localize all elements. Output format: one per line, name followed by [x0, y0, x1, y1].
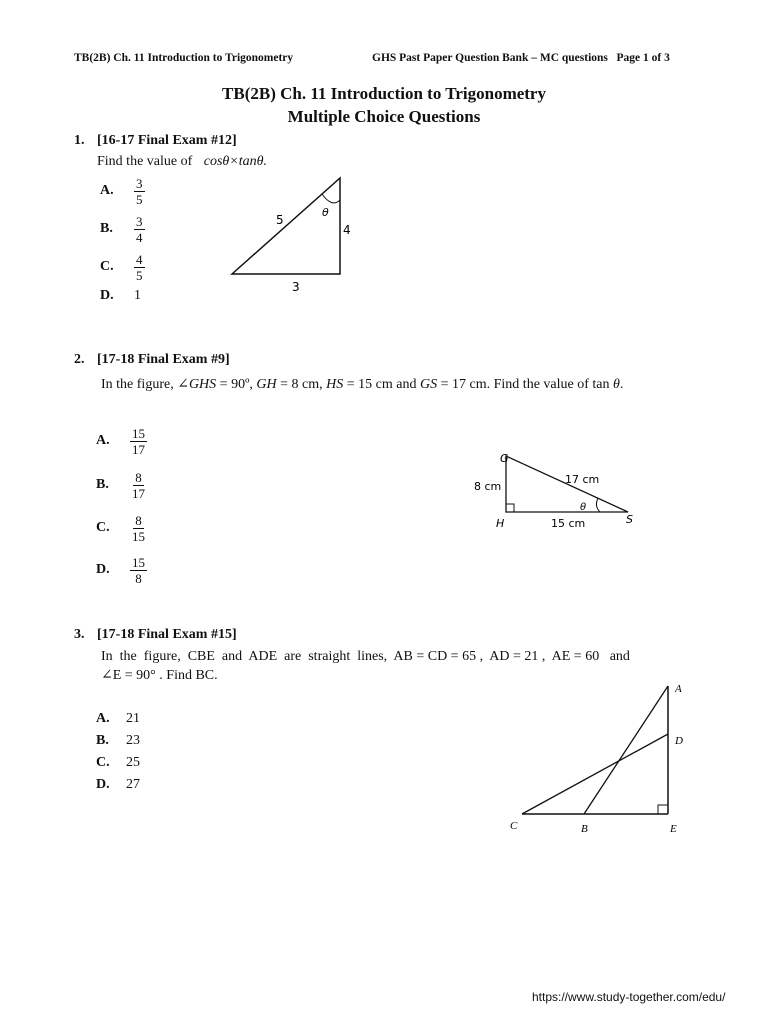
- option-label: B.: [96, 733, 109, 748]
- header-left: TB(2B) Ch. 11 Introduction to Trigonometry: [74, 52, 294, 64]
- q1-option-a[interactable]: [100, 172, 145, 210]
- angle-label: θ: [580, 502, 587, 513]
- angle-arc: [322, 194, 340, 203]
- option-label: C.: [100, 259, 114, 274]
- text-run: = 15 cm and: [343, 377, 420, 392]
- q1-expression: cosθ×tanθ.: [203, 154, 268, 169]
- denominator: 5: [136, 191, 143, 207]
- q1-options: [100, 172, 145, 306]
- option-value: 23: [126, 733, 140, 748]
- segment-hs: HS: [326, 377, 344, 392]
- numerator: 15: [132, 554, 145, 570]
- option-value: 21: [126, 711, 140, 726]
- option-label: C.: [96, 755, 110, 770]
- header-right: GHS Past Paper Question Bank – MC questions Page 1 of 3: [372, 52, 670, 64]
- q3-option-b[interactable]: [96, 730, 140, 752]
- fraction: [130, 513, 147, 544]
- side-gh-label: 8 cm: [474, 480, 502, 493]
- point-a-label: A: [675, 683, 682, 695]
- text-run: .: [619, 377, 624, 392]
- q2-option-d[interactable]: [96, 549, 147, 591]
- q1-prompt: Find the value of: [97, 154, 193, 169]
- point-b-label: B: [581, 823, 588, 835]
- q2-options: [96, 419, 147, 591]
- q1-source: [16-17 Final Exam #12]: [97, 133, 237, 148]
- vertex-s-label: S: [626, 513, 633, 526]
- page-title: TB(2B) Ch. 11 Introduction to Trigonometry: [222, 84, 546, 103]
- text-run: = 8 cm,: [276, 377, 327, 392]
- point-d-label: D: [675, 735, 683, 747]
- fraction: [134, 252, 145, 283]
- numerator: 3: [136, 213, 143, 229]
- q1-option-d[interactable]: [100, 286, 145, 306]
- angle-arc: [596, 498, 600, 512]
- fraction: [134, 214, 145, 245]
- footer-url[interactable]: https://www.study-together.com/edu/: [532, 990, 726, 1004]
- option-value: 25: [126, 755, 140, 770]
- fraction: [134, 176, 145, 207]
- q3-text-line2: ∠E = 90° . Find BC.: [101, 668, 218, 683]
- q1-option-b[interactable]: [100, 210, 145, 248]
- fraction: [130, 470, 147, 501]
- option-label: B.: [100, 221, 113, 236]
- fraction: [130, 426, 147, 457]
- point-c-label: C: [510, 820, 518, 832]
- angle-name: GHS: [188, 377, 217, 392]
- numerator: 8: [135, 469, 142, 485]
- option-label: A.: [96, 711, 110, 726]
- right-angle-mark: [658, 805, 668, 814]
- angle-label: θ: [322, 206, 329, 219]
- denominator: 15: [132, 528, 145, 544]
- text-run: = 17 cm. Find the value of tan: [437, 377, 613, 392]
- fraction: [130, 555, 147, 586]
- hyp-label: 5: [276, 213, 284, 227]
- option-label: B.: [96, 477, 109, 492]
- q2-number: 2.: [74, 352, 85, 367]
- q1-option-c[interactable]: [100, 248, 145, 286]
- denominator: 4: [136, 229, 143, 245]
- option-value: 1: [134, 288, 141, 303]
- q2-option-c[interactable]: [96, 507, 147, 549]
- theta-symbol: θ: [613, 377, 620, 392]
- segment-gs: GS: [420, 377, 438, 392]
- numerator: 15: [132, 425, 145, 441]
- option-value: 27: [126, 777, 140, 792]
- q1-number: 1.: [74, 133, 85, 148]
- q3-geometry-figure: [500, 678, 700, 838]
- segment-gh: GH: [256, 377, 277, 392]
- option-label: C.: [96, 520, 110, 535]
- option-label: A.: [100, 183, 114, 198]
- point-e-label: E: [670, 823, 677, 835]
- right-angle-mark: [506, 504, 514, 512]
- option-label: D.: [96, 777, 110, 792]
- triangle: [232, 178, 340, 274]
- denominator: 17: [132, 441, 145, 457]
- q3-option-d[interactable]: [96, 774, 140, 796]
- q3-text-line1: In the figure, CBE and ADE are straight lines, AB = CD = 65 , AD = 21 , AE = 60 and: [101, 649, 630, 664]
- q3-number: 3.: [74, 627, 85, 642]
- segment-ab: [584, 686, 668, 814]
- option-label: D.: [96, 562, 110, 577]
- q2-text: [101, 376, 623, 393]
- q3-option-a[interactable]: [96, 708, 140, 730]
- q1-text: [97, 154, 267, 170]
- side-gs-label: 17 cm: [565, 473, 600, 486]
- vert-label: 4: [343, 223, 351, 237]
- segment-cd: [522, 734, 668, 814]
- text-run: = 90º,: [216, 377, 257, 392]
- q1-triangle-figure: [220, 170, 370, 300]
- q3-option-c[interactable]: [96, 752, 140, 774]
- denominator: 17: [132, 485, 145, 501]
- q2-option-a[interactable]: [96, 419, 147, 463]
- option-label: A.: [96, 433, 110, 448]
- q3-options: [96, 708, 140, 796]
- numerator: 3: [136, 175, 143, 191]
- option-label: D.: [100, 288, 114, 303]
- base-label: 3: [292, 280, 300, 294]
- page-subtitle: Multiple Choice Questions: [287, 107, 481, 126]
- denominator: 8: [135, 570, 142, 586]
- q2-source: [17-18 Final Exam #9]: [97, 352, 230, 367]
- q2-triangle-figure: [470, 446, 650, 536]
- vertex-g-label: G: [500, 452, 509, 465]
- vertex-h-label: H: [496, 517, 505, 530]
- text-run: In the figure, ∠: [101, 377, 189, 392]
- denominator: 5: [136, 267, 143, 283]
- numerator: 4: [136, 251, 143, 267]
- q3-source: [17-18 Final Exam #15]: [97, 627, 237, 642]
- numerator: 8: [135, 512, 142, 528]
- side-hs-label: 15 cm: [551, 517, 586, 530]
- q2-option-b[interactable]: [96, 463, 147, 507]
